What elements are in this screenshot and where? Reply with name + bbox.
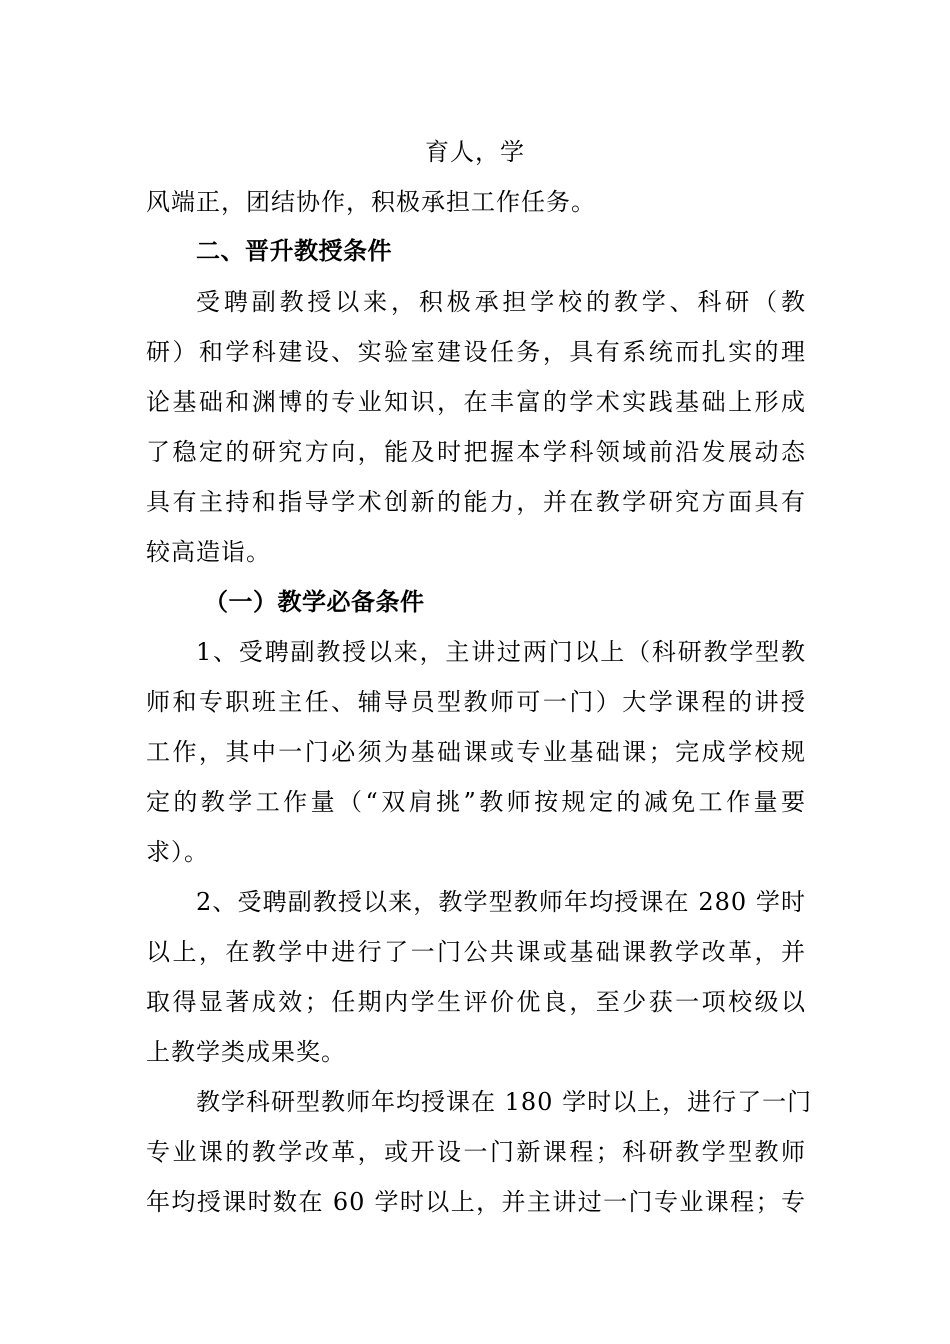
text-line: 取得显著成效；任期内学生评价优良，至少获一项校级以 [146,988,806,1016]
text-line: 了稳定的研究方向，能及时把握本学科领域前沿发展动态 [146,438,806,466]
text-line: 定的教学工作量（“双肩挑”教师按规定的减免工作量要 [146,788,806,816]
text-line: 上教学类成果奖。 [146,1038,346,1066]
text-line: 论基础和渊博的专业知识，在丰富的学术实践基础上形成 [146,388,806,416]
section-heading: 二、晋升教授条件 [196,237,392,265]
text-line: 具有主持和指导学术创新的能力，并在教学研究方面具有 [146,488,806,516]
text-line: 年均授课时数在 60 学时以上，并主讲过一门专业课程；专 [146,1188,806,1216]
text-line: 教学科研型教师年均授课在 180 学时以上，进行了一门 [196,1088,813,1116]
text-line: 育人，学 [425,138,525,166]
text-line: 工作，其中一门必须为基础课或专业基础课；完成学校规 [146,738,806,766]
text-line: 2、受聘副教授以来，教学型教师年均授课在 280 学时 [196,888,806,916]
text-line: 求）。 [146,838,209,866]
text-line: 专业课的教学改革，或开设一门新课程；科研教学型教师 [146,1138,806,1166]
text-line: 风端正，团结协作，积极承担工作任务。 [146,188,596,216]
subsection-heading: （一）教学必备条件 [204,588,425,616]
text-line: 较高造诣。 [146,538,271,566]
text-line: 师和专职班主任、辅导员型教师可一门）大学课程的讲授 [146,688,806,716]
text-line: 受聘副教授以来，积极承担学校的教学、科研（教 [196,288,806,316]
text-line: 以上，在教学中进行了一门公共课或基础课教学改革，并 [146,938,806,966]
text-line: 1、受聘副教授以来，主讲过两门以上（科研教学型教 [196,638,806,666]
text-line: 研）和学科建设、实验室建设任务，具有系统而扎实的理 [146,338,806,366]
